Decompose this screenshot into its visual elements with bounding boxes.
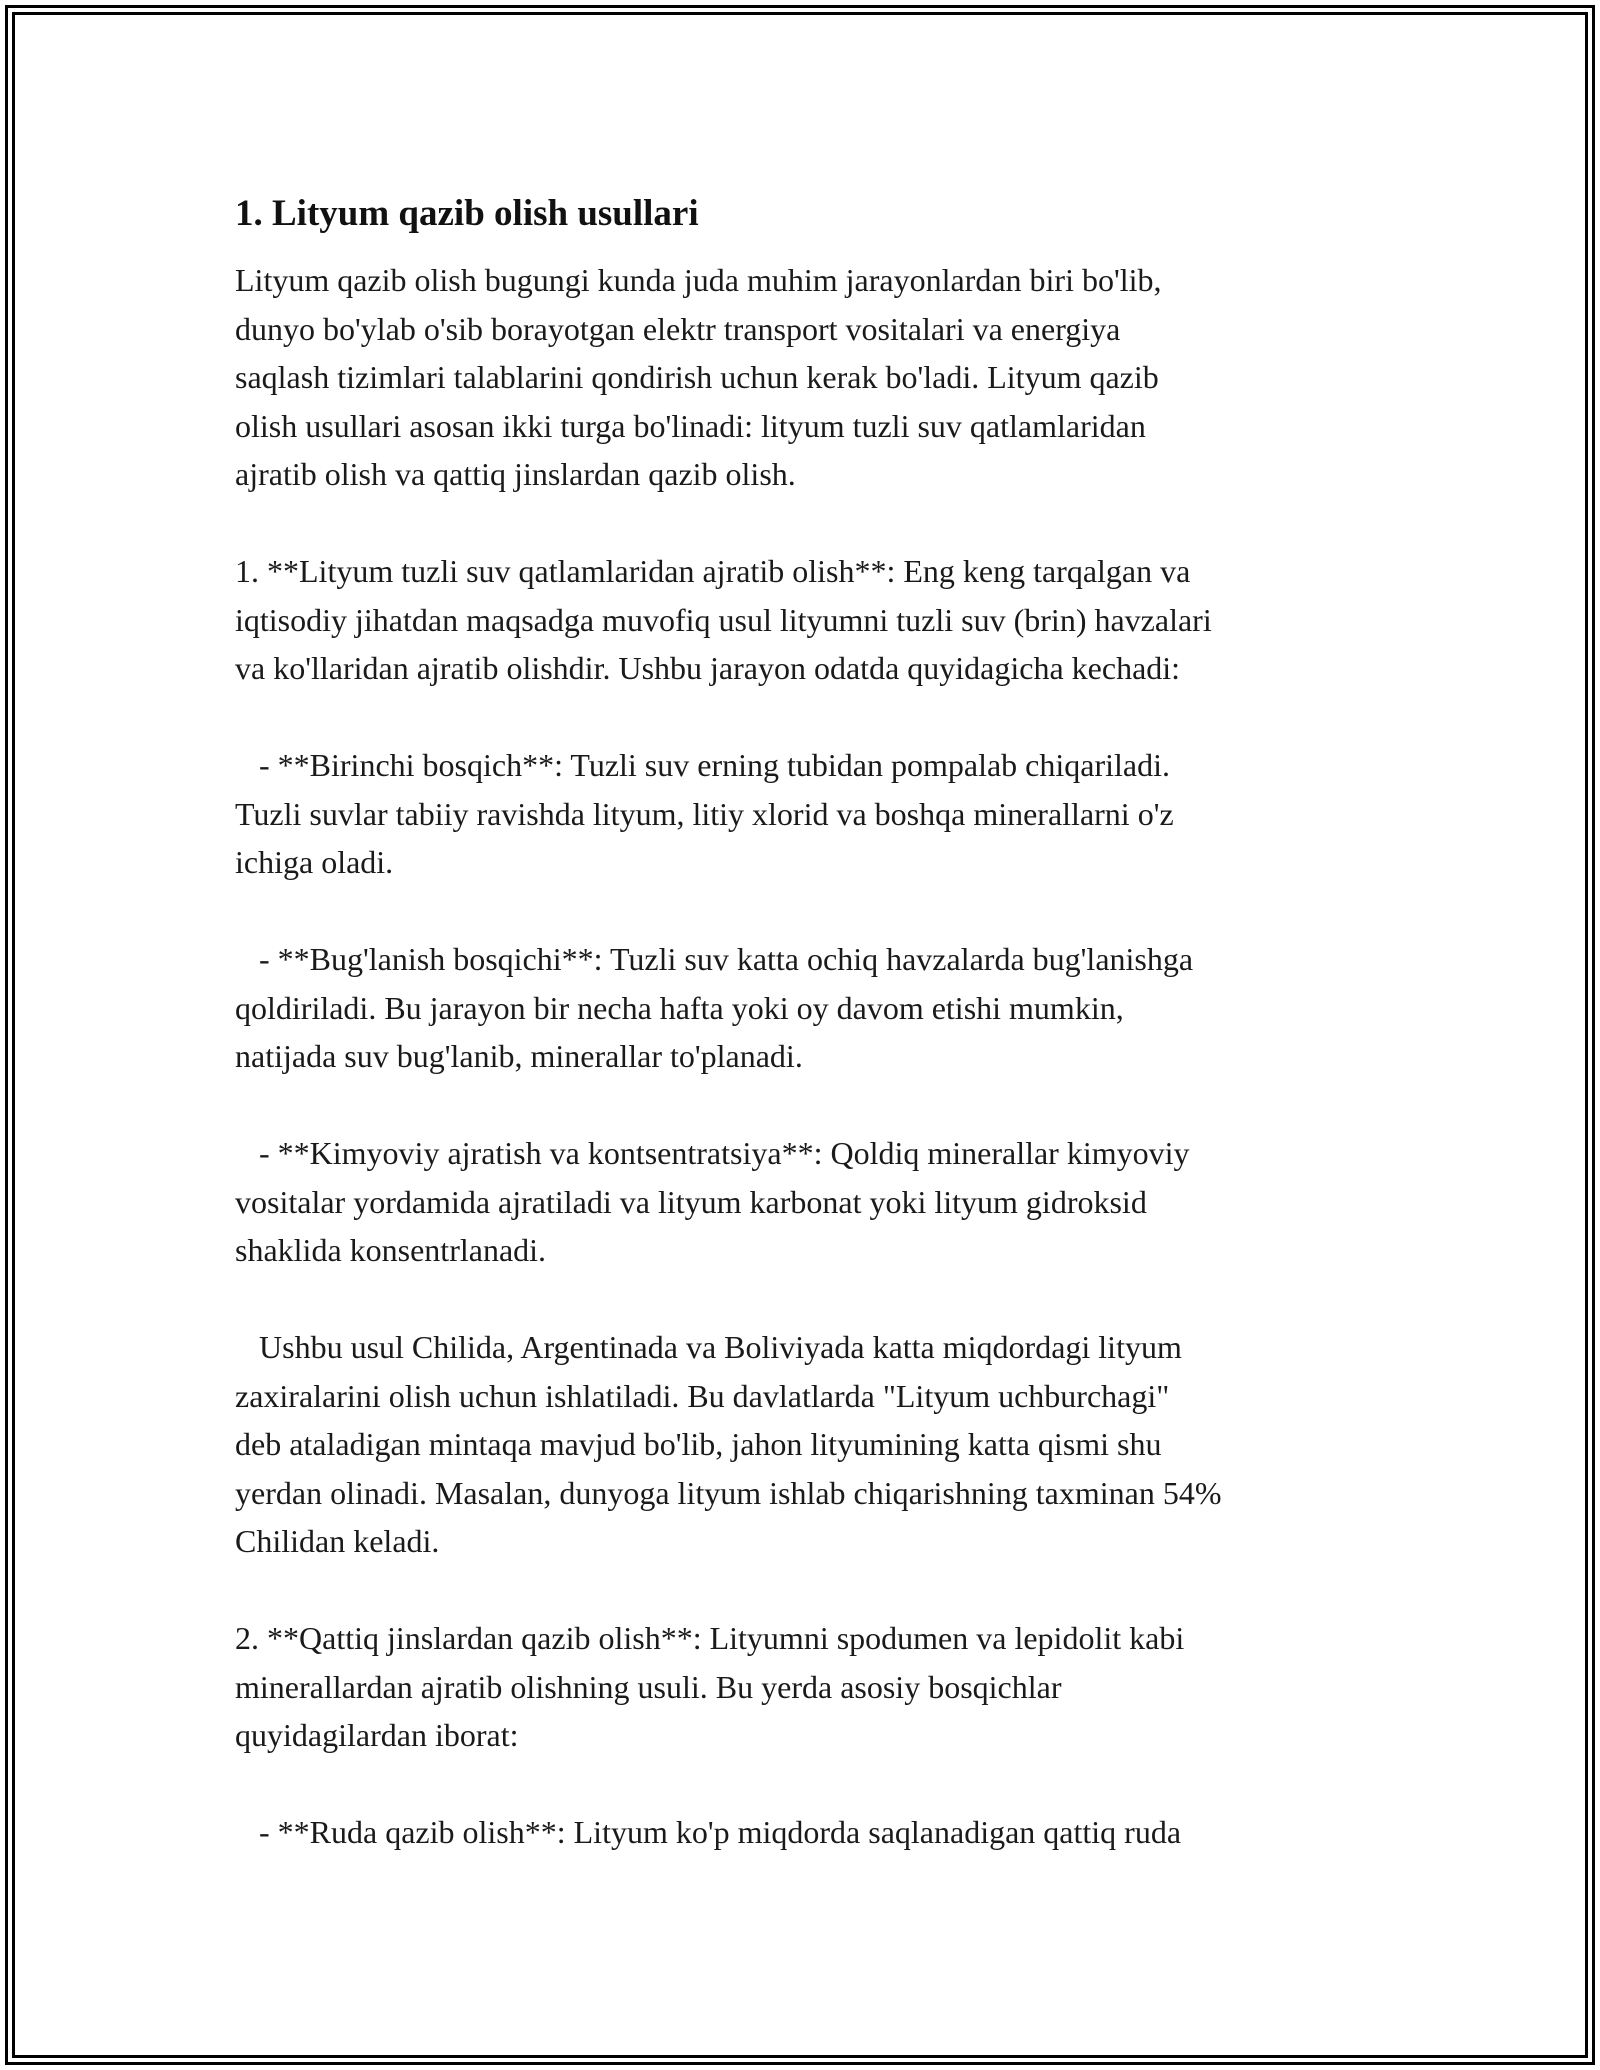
section-heading: 1. Lityum qazib olish usullari bbox=[235, 193, 699, 234]
lithium-triangle-paragraph: Ushbu usul Chilida, Argentinada va Boliviyada katta miqdordagi lityum zaxiralarini olish uchun ishlatiladi. Bu davlatlarda "Lityum uchburchagi" deb ataladigan mintaqa mavjud bo'lib, jahon lityumining katta qismi shu yerdan olinadi. Masalan, dunyoga lityum ishlab chiqarishning taxminan 54% Chilidan keladi. bbox=[235, 1329, 1222, 1559]
step-evaporation-paragraph: - **Bug'lanish bosqichi**: Tuzli suv katta ochiq havzalarda bug'lanishga qoldiriladi. Bu jarayon bir necha hafta yoki oy davom etishi mumkin, natijada suv bug'lanib, minerallar to'planadi. bbox=[235, 941, 1194, 1074]
step-chemical-paragraph: - **Kimyoviy ajratish va kontsentratsiya**: Qoldiq minerallar kimyoviy vositalar yordamida ajratiladi va lityum karbonat yoki lityum gidroksid shaklida konsentrlanadi. bbox=[235, 1135, 1190, 1268]
method-brine-paragraph: 1. **Lityum tuzli suv qatlamlaridan ajratib olish**: Eng keng tarqalgan va iqtisodiy jihatdan maqsadga muvofiq usul lityumni tuzli suv (brin) havzalari va ko'llaridan ajratib olishdir. Ushbu jarayon odatda quyidagicha kechadi: bbox=[235, 553, 1212, 686]
intro-paragraph: Lityum qazib olish bugungi kunda juda muhim jarayonlardan biri bo'lib, dunyo bo'ylab o'sib borayotgan elektr transport vositalari va energiya saqlash tizimlari talablarini qondirish uchun kerak bo'ladi. Lityum qazib olish usullari asosan ikki turga bo'linadi: lityum tuzli suv qatlamlaridan ajratib olish va qattiq jinslardan qazib olish. bbox=[235, 262, 1162, 492]
step-ore-mining-paragraph: - **Ruda qazib olish**: Lityum ko'p miqdorda saqlanadigan qattiq ruda bbox=[235, 1814, 1182, 1850]
document-body bbox=[235, 184, 1375, 1905]
method-hard-rock-paragraph: 2. **Qattiq jinslardan qazib olish**: Lityumni spodumen va lepidolit kabi minerallardan ajratib olishning usuli. Bu yerda asosiy bosqichlar quyidagilardan iborat: bbox=[235, 1620, 1185, 1753]
step-first-paragraph: - **Birinchi bosqich**: Tuzli suv erning tubidan pompalab chiqariladi. Tuzli suvlar tabiiy ravishda lityum, litiy xlorid va boshqa minerallarni o'z ichiga oladi. bbox=[235, 747, 1174, 880]
